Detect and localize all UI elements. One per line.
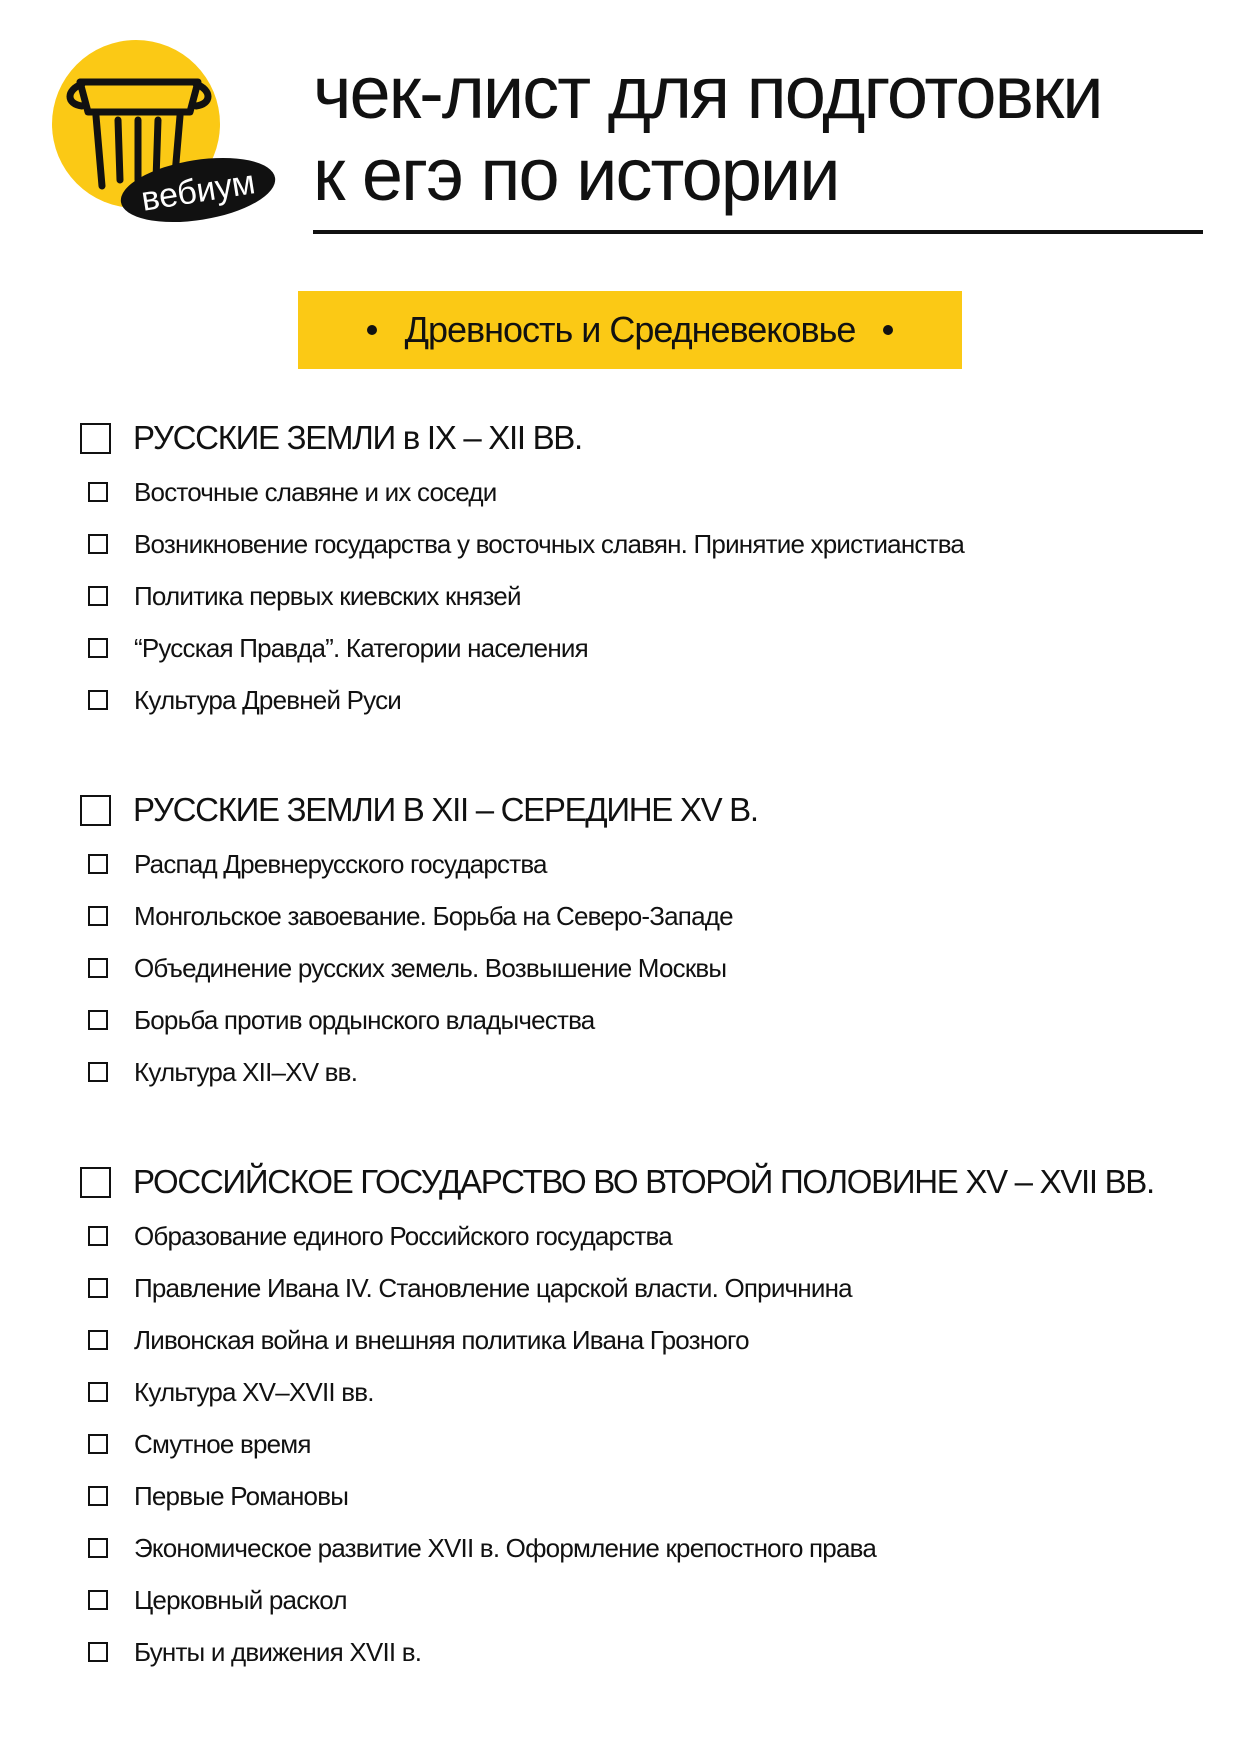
item-label: Культура Древней Руси <box>134 684 401 715</box>
checklist-item <box>80 1262 1210 1314</box>
item-label: Ливонская война и внешняя политика Ивана Грозного <box>134 1324 749 1355</box>
item-label: Возникновение государства у восточных славян. Принятие христианства <box>134 528 965 559</box>
item-checkbox[interactable] <box>88 1538 108 1558</box>
section-header <box>80 410 1210 466</box>
section-checkbox[interactable] <box>80 795 111 826</box>
checklist-item <box>80 1626 1210 1678</box>
bullet-icon <box>367 325 377 335</box>
section-3 <box>80 1154 1210 1678</box>
item-label: Политика первых киевских князей <box>134 580 521 611</box>
logo-wordmark: вебиум <box>138 163 258 219</box>
checklist-item <box>80 942 1210 994</box>
item-label: Церковный раскол <box>134 1584 347 1615</box>
item-checkbox[interactable] <box>88 854 108 874</box>
checklist-item <box>80 1210 1210 1262</box>
checklist-item <box>80 1522 1210 1574</box>
section-2 <box>80 782 1210 1098</box>
checklist-item <box>80 994 1210 1046</box>
title-divider <box>313 230 1203 234</box>
item-label: Культура XII–XV вв. <box>134 1056 358 1087</box>
item-checkbox[interactable] <box>88 1642 108 1662</box>
item-checkbox[interactable] <box>88 1330 108 1350</box>
section-title: РУССКИЕ ЗЕМЛИ В XII – СЕРЕДИНЕ XV В. <box>133 791 758 828</box>
item-checkbox[interactable] <box>88 958 108 978</box>
item-checkbox[interactable] <box>88 906 108 926</box>
section-1 <box>80 410 1210 726</box>
checklist <box>80 838 1210 1098</box>
item-label: Объединение русских земель. Возвышение Москвы <box>134 952 727 983</box>
item-label: Образование единого Российского государства <box>134 1220 672 1251</box>
era-banner-label: Древность и Средневековье <box>404 309 856 350</box>
item-label: Бунты и движения XVII в. <box>134 1636 422 1667</box>
item-label: Смутное время <box>134 1428 311 1459</box>
checklist-item <box>80 1574 1210 1626</box>
item-label: “Русская Правда”. Категории населения <box>134 632 588 663</box>
checklist-item <box>80 622 1210 674</box>
checklist-item <box>80 1470 1210 1522</box>
item-checkbox[interactable] <box>88 638 108 658</box>
item-checkbox[interactable] <box>88 1486 108 1506</box>
item-checkbox[interactable] <box>88 534 108 554</box>
section-checkbox[interactable] <box>80 423 111 454</box>
item-label: Правление Ивана IV. Становление царской власти. Опричнина <box>134 1272 852 1303</box>
era-banner <box>298 291 962 369</box>
item-checkbox[interactable] <box>88 482 108 502</box>
item-checkbox[interactable] <box>88 1226 108 1246</box>
section-header <box>80 1154 1210 1210</box>
item-label: Борьба против ордынского владычества <box>134 1004 595 1035</box>
checklist-item <box>80 570 1210 622</box>
section-title: РОССИЙСКОЕ ГОСУДАРСТВО ВО ВТОРОЙ ПОЛОВИНЕ XV – XVII ВВ. <box>133 1163 1154 1200</box>
bullet-icon <box>883 325 893 335</box>
section-checkbox[interactable] <box>80 1167 111 1198</box>
checklist-item <box>80 674 1210 726</box>
section-header <box>80 782 1210 838</box>
item-checkbox[interactable] <box>88 1278 108 1298</box>
page-title-line-1: чек-лист для подготовки <box>313 51 1102 134</box>
page-title <box>313 52 1213 216</box>
item-checkbox[interactable] <box>88 1434 108 1454</box>
checklist <box>80 466 1210 726</box>
vebium-logo <box>52 40 292 250</box>
item-label: Экономическое развитие XVII в. Оформление крепостного права <box>134 1532 877 1563</box>
checklist-item <box>80 1046 1210 1098</box>
item-label: Распад Древнерусского государства <box>134 848 547 879</box>
checklist-item <box>80 1418 1210 1470</box>
checklist <box>80 1210 1210 1678</box>
item-checkbox[interactable] <box>88 1590 108 1610</box>
item-checkbox[interactable] <box>88 1382 108 1402</box>
section-title: РУССКИЕ ЗЕМЛИ в IX – XII ВВ. <box>133 419 582 456</box>
item-label: Культура XV–XVII вв. <box>134 1376 374 1407</box>
checklist-item <box>80 466 1210 518</box>
checklist-item <box>80 1366 1210 1418</box>
item-label: Первые Романовы <box>134 1480 349 1511</box>
page-title-line-2: к егэ по истории <box>313 133 839 216</box>
item-checkbox[interactable] <box>88 586 108 606</box>
item-label: Восточные славяне и их соседи <box>134 476 497 507</box>
checklist-item <box>80 838 1210 890</box>
item-checkbox[interactable] <box>88 1010 108 1030</box>
checklist-item <box>80 518 1210 570</box>
item-label: Монгольское завоевание. Борьба на Северо-Западе <box>134 900 733 931</box>
checklist-item <box>80 890 1210 942</box>
checklist-item <box>80 1314 1210 1366</box>
item-checkbox[interactable] <box>88 1062 108 1082</box>
item-checkbox[interactable] <box>88 690 108 710</box>
